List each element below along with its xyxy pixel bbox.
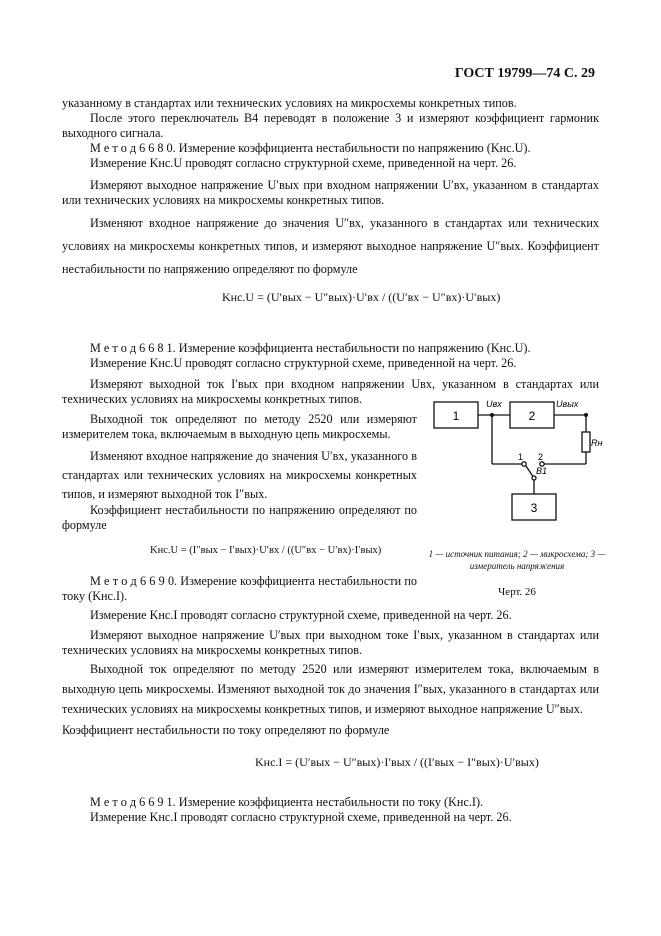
uout-label: Uвых bbox=[556, 399, 579, 409]
method-6691-heading: М е т о д 6 6 9 1. Измерение коэффициента нестабильности по току (Kнс.I). bbox=[90, 795, 484, 809]
method-6680-heading: М е т о д 6 6 8 0. Измерение коэффициента нестабильности по напряжению (Kнс.U). bbox=[90, 141, 531, 155]
formula-2: Kнс.U = (I″вых − I′вых)·U′вх / ((U″вх − U′вх)·I′вых) bbox=[150, 545, 382, 556]
rn-label: Rн bbox=[591, 438, 603, 448]
figure-title: Черт. 26 bbox=[498, 586, 536, 598]
method-6690-heading: М е т о д 6 6 9 0. Измерение коэффициента нестабильности по току (Kнс.I). bbox=[62, 574, 417, 603]
paragraph-11: Изменяют входное напряжение до значения U′вх, указанного в стандартах или технических условиях на микросхемы конкретных типов, и измеряют выходной ток I″вых. bbox=[62, 449, 417, 501]
paragraph-5: Измеряют выходное напряжение U′вых при входном напряжении U′вх, указанном в стандартах или технических условиях на микросхемы конкретных типов. bbox=[62, 178, 599, 207]
paragraph-19: Измерение Kнс.I проводят согласно структурной схеме, приведенной на черт. 26. bbox=[90, 810, 512, 824]
paragraph-1: указанному в стандартах или технических условиях на микросхемы конкретных типов. bbox=[62, 96, 517, 110]
paragraph-15: Измеряют выходное напряжение U′вых при выходном токе I′вых, указанном в стандартах или технических условиях на микросхемы конкретных типов. bbox=[62, 628, 599, 657]
paragraph-14: Измерение Kнс.I проводят согласно структурной схеме, приведенной на черт. 26. bbox=[90, 608, 512, 622]
figure-caption: 1 — источник питания; 2 — микросхема; 3 — измеритель напряжения bbox=[428, 549, 606, 571]
formula-1: Kнс.U = (U′вых − U″вых)·U′вх / ((U′вх − U″вх)·U′вых) bbox=[222, 290, 501, 304]
paragraph-2: После этого переключатель В4 переводят в положение 3 и измеряют коэффициент гармоник выходного сигнала. bbox=[62, 111, 599, 140]
method-6681-heading: М е т о д 6 6 8 1. Измерение коэффициента нестабильности по напряжению (Kнс.U). bbox=[90, 341, 531, 355]
paragraph-12: Коэффициент нестабильности по напряжению определяют по формуле bbox=[62, 503, 417, 532]
paragraph-6: Изменяют входное напряжение до значения U″вх, указанного в стандартах или технических условиях на микросхемы конкретных типов, и измеряют выходное напряжение U″вых. Коэффициент нестабильности по напряжению определяют по формуле bbox=[62, 216, 599, 276]
paragraph-16: Выходной ток определяют по методу 2520 или измеряют измерителем тока, включаемым в выходную цепь микросхемы. Изменяют выходной ток до значения I″вых, указанного в стандартах или технических условиях на микросхемы конкретных типов, и измеряют выходное напряжение U″вых. bbox=[62, 662, 599, 716]
paragraph-4: Измерение Kнс.U проводят согласно структурной схеме, приведенной на черт. 26. bbox=[90, 156, 517, 170]
paragraph-10: Выходной ток определяют по методу 2520 или измеряют измерителем тока, включаемым в выходную цепь микросхемы. bbox=[62, 412, 417, 441]
paragraph-8: Измерение Kнс.U проводят согласно структурной схеме, приведенной на черт. 26. bbox=[90, 356, 517, 370]
paragraph-9: Измеряют выходной ток I′вых при входном напряжении Uвх, указанном в стандартах или технических условиях на микросхемы конкретных типов. bbox=[62, 377, 599, 406]
block-1-label: 1 bbox=[452, 409, 460, 423]
uin-label: Uвх bbox=[486, 399, 502, 409]
block-2-label: 2 bbox=[528, 409, 536, 423]
switch-pos1-label: 1 bbox=[518, 452, 524, 462]
formula-3: Kнс.I = (U′вых − U″вых)·I′вых / ((I′вых − I″вых)·U′вых) bbox=[255, 755, 539, 769]
switch-label: В1 bbox=[536, 466, 548, 476]
paragraph-17: Коэффициент нестабильности по току определяют по формуле bbox=[62, 723, 390, 737]
block-3-label: 3 bbox=[530, 501, 538, 515]
load-resistor bbox=[582, 432, 590, 452]
switch-pos2-label: 2 bbox=[538, 452, 544, 462]
circuit-diagram bbox=[430, 392, 610, 532]
page-header: ГОСТ 19799—74 С. 29 bbox=[454, 66, 595, 81]
